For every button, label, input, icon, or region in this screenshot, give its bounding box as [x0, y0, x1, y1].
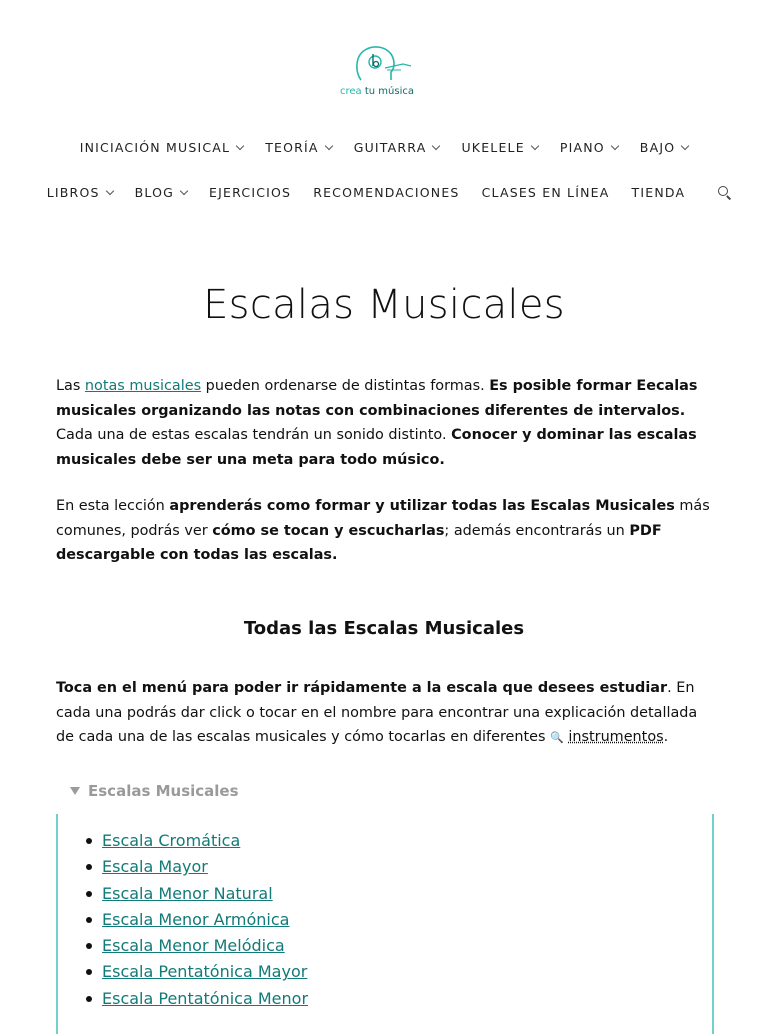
nav-item-ejercicios[interactable]: EJERCICIOS: [209, 185, 292, 200]
head-music-icon: [351, 42, 417, 84]
nav-item-ukelele[interactable]: UKELELE: [461, 140, 537, 155]
toc-list: [102, 829, 308, 1013]
nav-item-piano[interactable]: PIANO: [560, 140, 618, 155]
nav-item-libros[interactable]: LIBROS: [47, 185, 113, 200]
nav-item-iniciacion-musical[interactable]: INICIACIÓN MUSICAL: [80, 140, 243, 155]
main-nav-row-1: [0, 140, 768, 155]
chevron-down-icon: [531, 141, 539, 149]
toc-link-escala-mayor[interactable]: Escala Mayor: [102, 857, 208, 877]
logo-text: crea tu música: [340, 86, 414, 97]
notas-musicales-link[interactable]: notas musicales: [84, 378, 202, 394]
page-title: Escalas Musicales: [203, 282, 565, 328]
nav-item-teoria[interactable]: TEORÍA: [265, 140, 332, 155]
chevron-down-icon: [681, 141, 689, 149]
toc-item: [102, 960, 308, 986]
instrumentos-link[interactable]: instrumentos: [568, 729, 664, 745]
triangle-down-icon: [70, 787, 80, 795]
toc-link-escala-menor-melodica[interactable]: Escala Menor Melódica: [102, 936, 285, 956]
toc-link-escala-menor-natural[interactable]: Escala Menor Natural: [102, 883, 273, 903]
main-nav-row-2: [0, 185, 768, 200]
search-icon[interactable]: [718, 186, 732, 200]
magnifier-icon: 🔍: [550, 731, 564, 744]
chevron-down-icon: [180, 186, 188, 194]
chevron-down-icon: [105, 186, 113, 194]
toc-link-escala-pentatonica-mayor[interactable]: Escala Pentatónica Mayor: [102, 962, 308, 982]
toc-item: [102, 882, 308, 908]
toc-item: [102, 908, 308, 934]
toc-item: [102, 987, 308, 1013]
toc-link-escala-cromatica[interactable]: Escala Cromática: [102, 831, 241, 850]
chevron-down-icon: [236, 141, 244, 149]
section-heading: Todas las Escalas Musicales: [243, 618, 525, 639]
toc-link-escala-pentatonica-menor[interactable]: Escala Pentatónica Menor: [102, 988, 309, 1008]
menu-instructions-paragraph: Toca en el menú para poder ir rápidamente a la escala que desees estudiar. En cada una podrás dar click o tocar en el nombre para encontrar una explicación detallada de cada una de las escalas musicales y cómo tocarlas en diferentes 🔍 instrumentos.: [56, 680, 698, 745]
toc-toggle[interactable]: Escalas Musicales: [70, 782, 239, 800]
nav-item-recomendaciones[interactable]: RECOMENDACIONES: [313, 185, 460, 200]
site-logo[interactable]: [334, 42, 434, 102]
nav-item-clases-en-linea[interactable]: CLASES EN LÍNEA: [481, 185, 610, 200]
toc-item: [102, 934, 308, 960]
nav-item-blog[interactable]: BLOG: [135, 185, 187, 200]
nav-item-bajo[interactable]: BAJO: [640, 140, 688, 155]
chevron-down-icon: [611, 141, 619, 149]
nav-item-guitarra[interactable]: GUITARRA: [354, 140, 440, 155]
toc-link-escala-menor-armonica[interactable]: Escala Menor Armónica: [102, 909, 290, 929]
nav-item-tienda[interactable]: TIENDA: [631, 185, 686, 200]
intro-paragraph: Las notas musicales pueden ordenarse de distintas formas. Es posible formar Eecalas musicales organizando las notas con combinaciones diferentes de intervalos. Cada una de estas escalas tendrán un sonido distinto. Conocer y dominar las escalas musicales debe ser una meta para todo músico.: [56, 378, 698, 468]
chevron-down-icon: [324, 141, 332, 149]
lesson-paragraph: En esta lección aprenderás como formar y utilizar todas las Escalas Musicales más comunes, podrás ver cómo se tocan y escucharlas; además encontrarás un PDF descargable con todas las escalas.: [56, 498, 710, 563]
toc-item: [102, 829, 308, 855]
toc-item: [102, 855, 308, 881]
chevron-down-icon: [432, 141, 440, 149]
